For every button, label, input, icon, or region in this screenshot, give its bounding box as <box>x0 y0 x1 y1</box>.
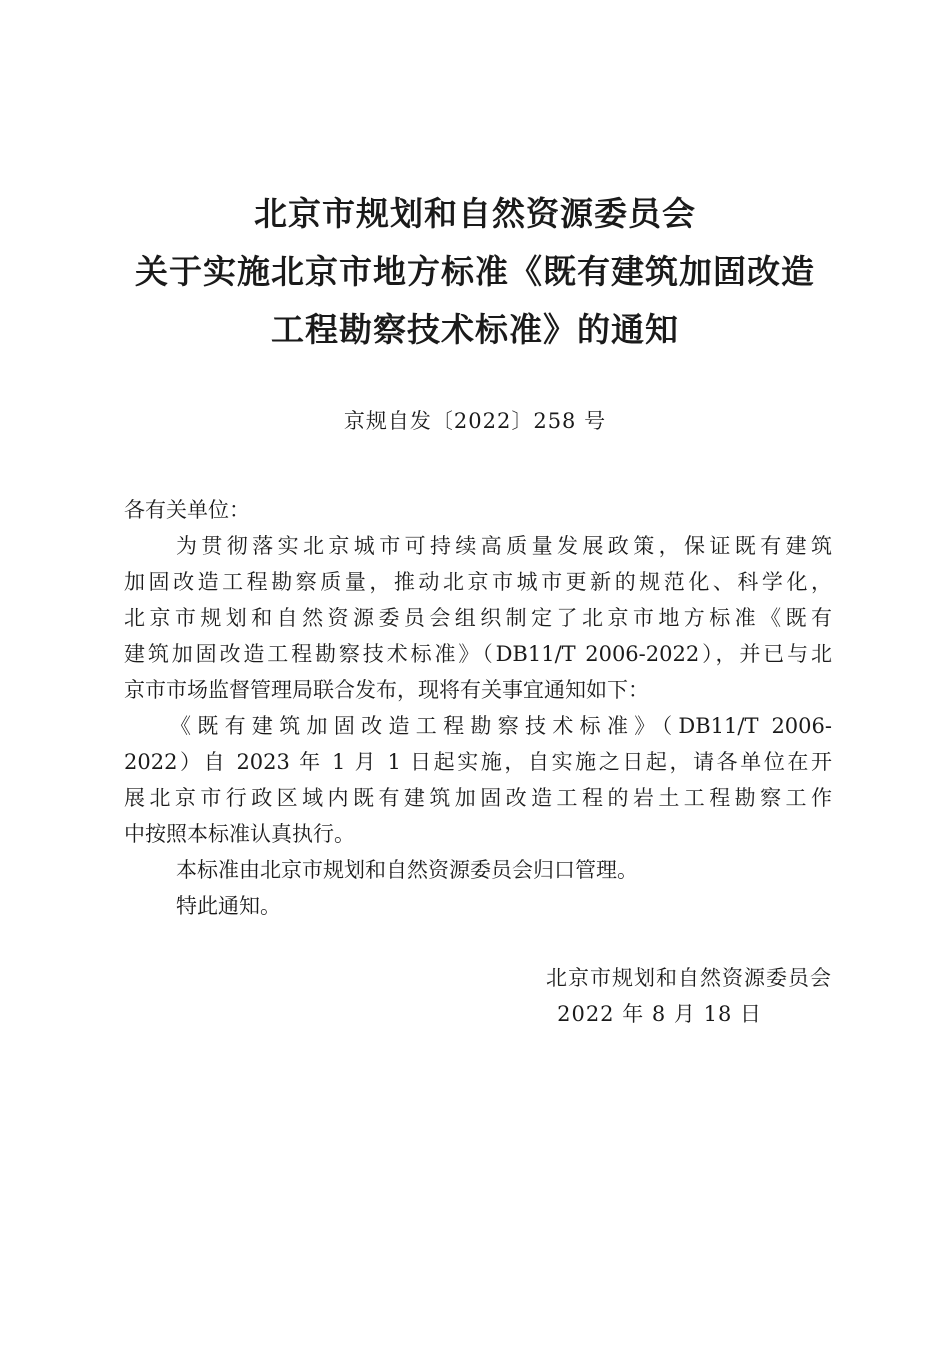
salutation: 各有关单位： <box>124 498 250 522</box>
paragraph-1-line-5: 京市市场监督管理局联合发布，现将有关事宜通知如下： <box>124 678 649 702</box>
document-title <box>0 185 950 359</box>
paragraph-2-line-3: 展北京市行政区域内既有建筑加固改造工程的岩土工程勘察工作 <box>124 786 832 810</box>
title-line-1: 北京市规划和自然资源委员会 <box>254 194 696 233</box>
closing-text: 特此通知。 <box>176 894 281 918</box>
document-body <box>124 492 832 924</box>
signature-organization: 北京市规划和自然资源委员会 <box>546 966 832 990</box>
document-number: 京规自发〔2022〕258 号 <box>343 409 607 433</box>
signature-block <box>124 960 832 1032</box>
paragraph-3: 本标准由北京市规划和自然资源委员会归口管理。 <box>176 858 638 882</box>
paragraph-2-line-1: 《既有建筑加固改造工程勘察技术标准》（DB11/T 2006- <box>170 714 832 738</box>
signature-date: 2022 年 8 月 18 日 <box>557 1002 762 1026</box>
paragraph-1-line-2: 加固改造工程勘察质量，推动北京市城市更新的规范化、科学化， <box>124 570 832 594</box>
paragraph-1-line-4: 建筑加固改造工程勘察技术标准》（DB11/T 2006-2022），并已与北 <box>124 642 832 666</box>
title-line-3: 工程勘察技术标准》的通知 <box>271 310 679 349</box>
paragraph-1-line-1: 为贯彻落实北京城市可持续高质量发展政策，保证既有建筑 <box>176 534 832 558</box>
paragraph-2-line-4: 中按照本标准认真执行。 <box>124 822 355 846</box>
title-line-2: 关于实施北京市地方标准《既有建筑加固改造 <box>135 252 815 291</box>
paragraph-2-line-2: 2022）自 2023 年 1 月 1 日起实施，自实施之日起，请各单位在开 <box>124 750 832 774</box>
paragraph-1-line-3: 北京市规划和自然资源委员会组织制定了北京市地方标准《既有 <box>124 606 832 630</box>
